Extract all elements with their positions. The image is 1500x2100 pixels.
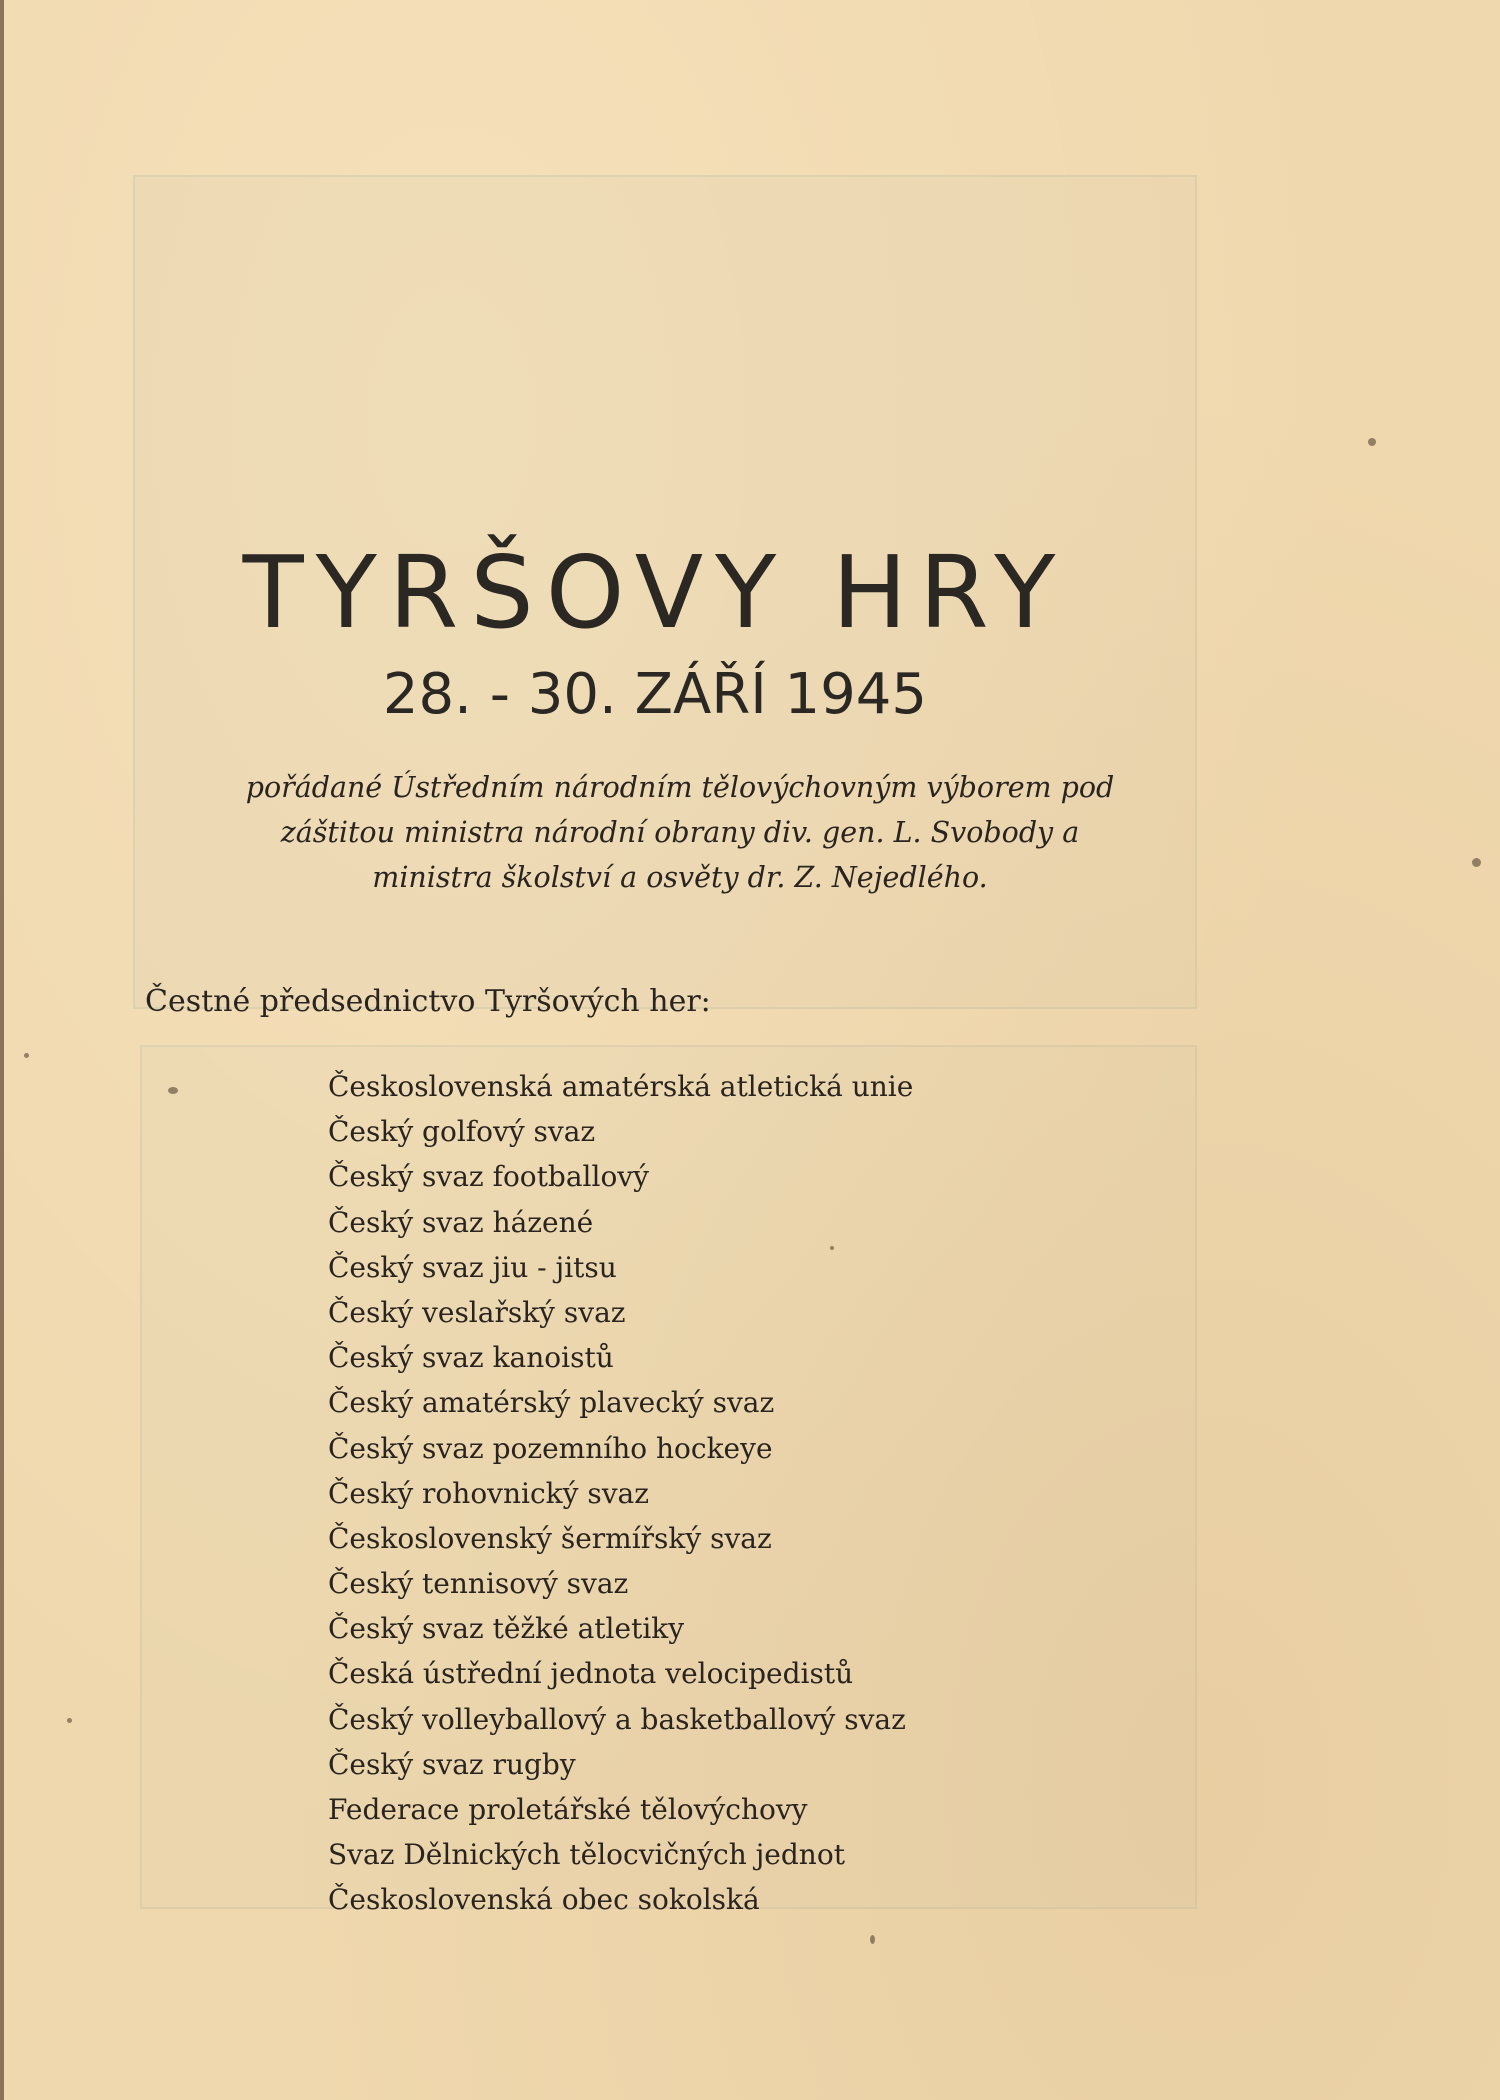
organizer-line: ministra školství a osvěty dr. Z. Nejedlého. [372,861,988,894]
member-list [328,1064,913,1923]
paper-speck [67,1718,72,1723]
member-item: Český tennisový svaz [328,1567,629,1601]
organizer-statement [180,765,1180,900]
document-title: TYRŠOVY HRY [242,534,1068,651]
member-item: Československá amatérská atletická unie [328,1070,914,1103]
member-item: Český svaz jiu - jitsu [328,1250,617,1284]
event-dates: 28. - 30. ZÁŘÍ 1945 [382,662,928,727]
member-item: Český svaz těžké atletiky [328,1612,685,1646]
organizer-line: záštitou ministra národní obrany div. gen. L. Svobody a [280,816,1080,849]
member-item: Federace proletářské tělovýchovy [328,1793,808,1826]
honor-committee-heading: Čestné předsednictvo Tyršových her: [145,984,711,1019]
member-item: Československý šermířský svaz [328,1521,772,1555]
paper-speck [870,1935,875,1944]
paper-speck [1472,858,1481,867]
page-binding-edge [0,0,4,2100]
member-item: Český amatérský plavecký svaz [328,1386,775,1420]
member-item: Český rohovnický svaz [328,1476,649,1510]
member-item: Svaz Dělnických tělocvičných jednot [328,1838,845,1872]
member-item: Český golfový svaz [328,1115,596,1149]
member-item: Český svaz footballový [328,1160,649,1194]
member-item: Český svaz rugby [328,1747,576,1781]
member-item: Československá obec sokolská [328,1883,760,1917]
paper-speck [24,1053,29,1058]
paper-speck [168,1087,178,1094]
member-item: Český volleyballový a basketballový svaz [328,1702,906,1736]
member-item: Česká ústřední jednota velocipedistů [328,1657,854,1691]
organizer-line: pořádané Ústředním národním tělovýchovným výborem pod [245,771,1115,804]
paper-speck [1368,438,1376,446]
member-item: Český svaz házené [328,1205,594,1239]
paper-speck [830,1246,834,1250]
member-item: Český svaz pozemního hockeye [328,1431,773,1465]
member-item: Český svaz kanoistů [328,1341,614,1375]
member-item: Český veslařský svaz [328,1295,626,1329]
